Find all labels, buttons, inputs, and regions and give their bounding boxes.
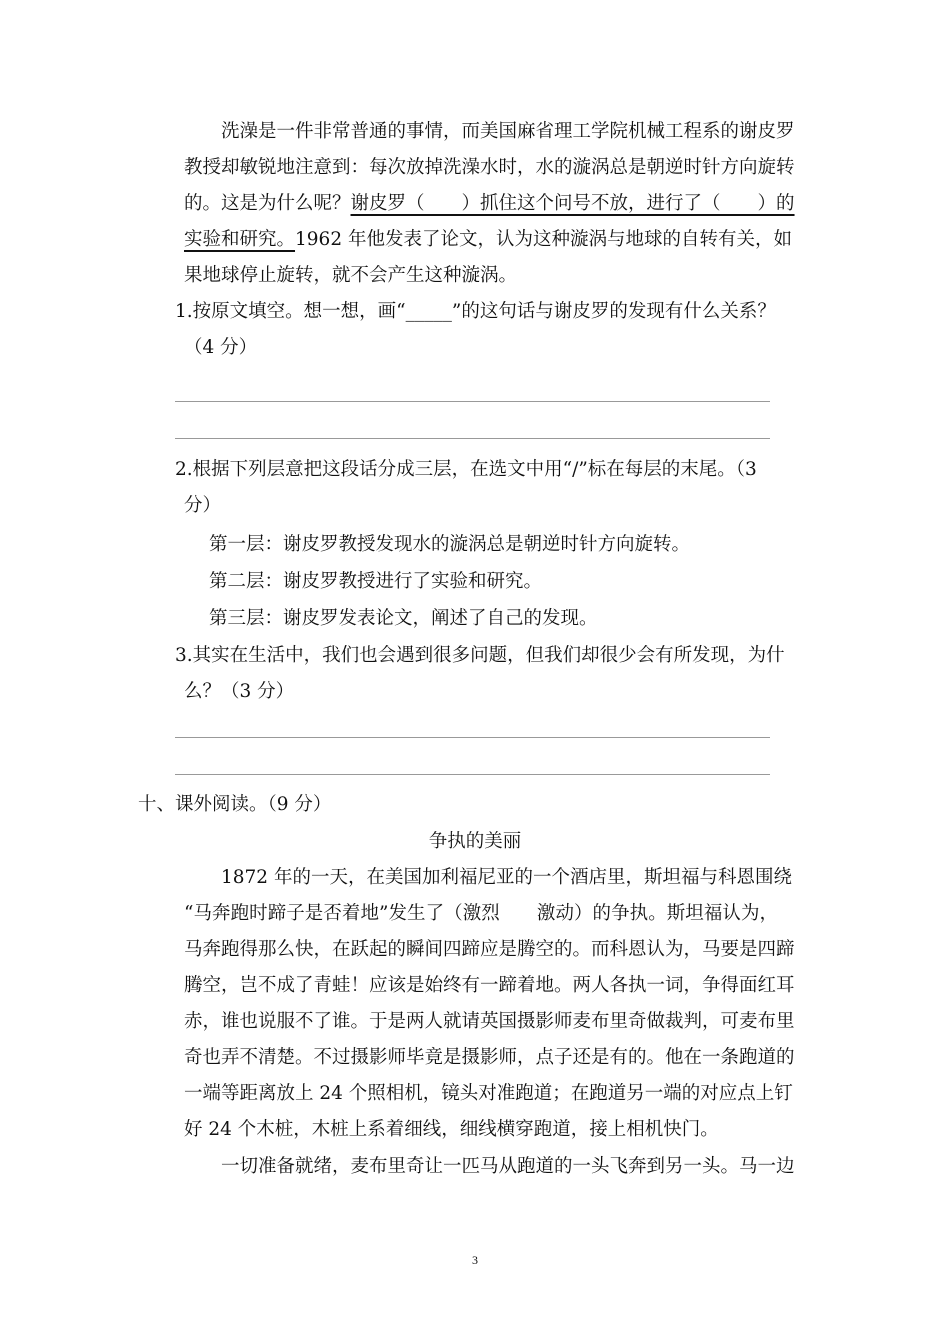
page-number: 3 (472, 1253, 478, 1267)
underlined-sentence: 实验和研究。 (184, 229, 296, 250)
question-2-score: 分） (184, 495, 222, 516)
question-3: 3.其实在生活中，我们也会遇到很多问题，但我们却很少会有所发现，为什 (175, 645, 785, 666)
passage-line: 教授却敏锐地注意到：每次放掉洗澡水时，水的漩涡总是朝逆时针方向旋转 (184, 157, 795, 178)
layer-2: 第二层：谢皮罗教授进行了实验和研究。 (209, 571, 543, 592)
section-heading: 十、课外阅读。（9 分） (138, 794, 332, 815)
underlined-sentence: 谢皮罗（ ）抓住这个问号不放，进行了（ ）的 (350, 193, 795, 214)
answer-line[interactable] (175, 401, 770, 402)
answer-line[interactable] (175, 737, 770, 738)
article-title: 争执的美丽 (428, 831, 522, 852)
article-line: 赤，谁也说服不了谁。于是两人就请英国摄影师麦布里奇做裁判，可麦布里 (184, 1011, 795, 1032)
article-line: 一切准备就绪，麦布里奇让一匹马从跑道的一头飞奔到另一头。马一边 (221, 1156, 795, 1177)
article-line: 一端等距离放上 24 个照相机，镜头对准跑道；在跑道另一端的对应点上钉 (184, 1083, 793, 1104)
article-line: 奇也弄不清楚。不过摄影师毕竟是摄影师，点子还是有的。他在一条跑道的 (184, 1047, 795, 1068)
question-1: 1.按原文填空。想一想，画“_____”的这句话与谢皮罗的发现有什么关系？ (175, 301, 776, 322)
question-2: 2.根据下列层意把这段话分成三层，在选文中用“/”标在每层的末尾。（3 (175, 459, 757, 480)
article-line: “马奔跑时蹄子是否着地”发生了（激烈 激动）的争执。斯坦福认为， (184, 903, 778, 924)
article-line: 马奔跑得那么快，在跃起的瞬间四蹄应是腾空的。而科恩认为，马要是四蹄 (184, 939, 795, 960)
layer-1: 第一层：谢皮罗教授发现水的漩涡总是朝逆时针方向旋转。 (209, 534, 691, 555)
answer-line[interactable] (175, 774, 770, 775)
passage-text: 1962 年他发表了论文，认为这种漩涡与地球的自转有关，如 (295, 229, 792, 250)
passage-line (184, 192, 795, 216)
article-line: 好 24 个木桩，木桩上系着细线，细线横穿跑道，接上相机快门。 (184, 1119, 719, 1140)
passage-line: 洗澡是一件非常普通的事情，而美国麻省理工学院机械工程系的谢皮罗 (221, 121, 795, 142)
passage-text: 的。这是为什么呢？ (184, 193, 351, 214)
passage-line (184, 228, 792, 252)
layer-3: 第三层：谢皮罗发表论文，阐述了自己的发现。 (209, 608, 598, 629)
question-3-score: 么？（3 分） (184, 681, 295, 702)
passage-line: 果地球停止旋转，就不会产生这种漩涡。 (184, 265, 518, 286)
article-line: 腾空，岂不成了青蛙！应该是始终有一蹄着地。两人各执一词，争得面红耳 (184, 975, 795, 996)
question-1-score: （4 分） (184, 337, 258, 358)
article-line: 1872 年的一天，在美国加利福尼亚的一个酒店里，斯坦福与科恩围绕 (221, 867, 792, 888)
answer-line[interactable] (175, 438, 770, 439)
